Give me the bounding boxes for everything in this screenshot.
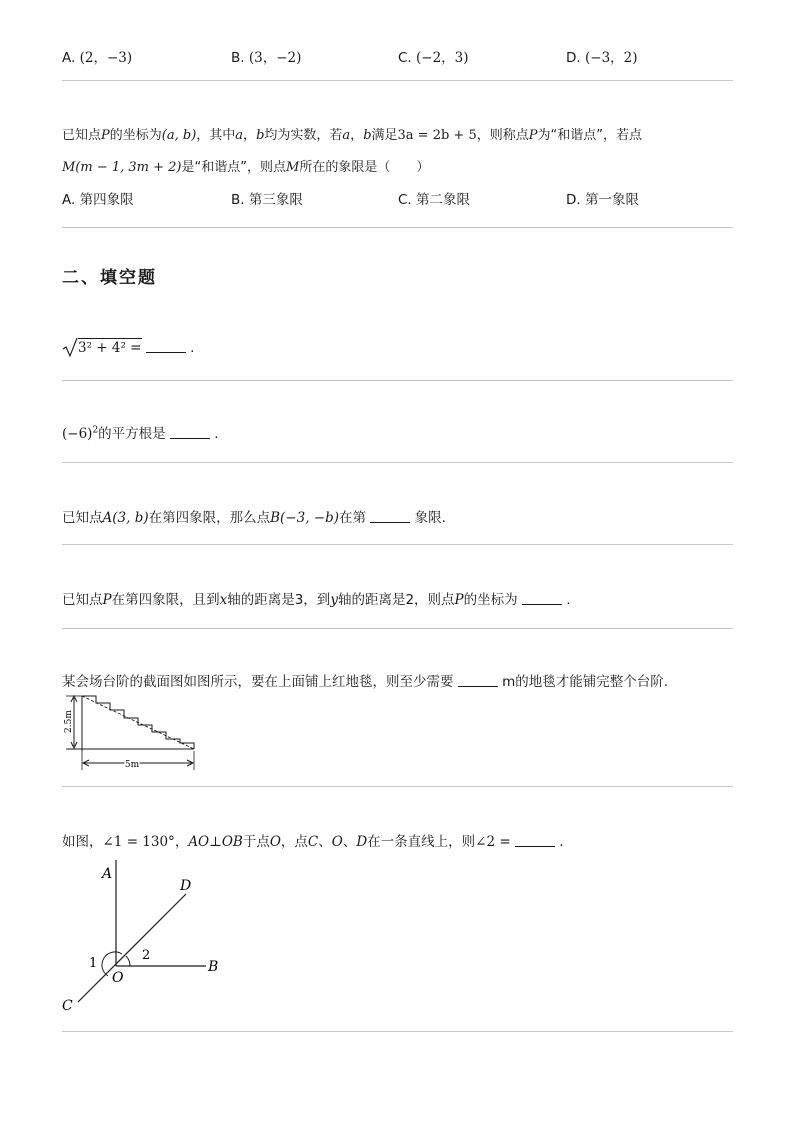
label-d: D: [180, 878, 192, 894]
stairs-figure: [60, 692, 200, 774]
answer-blank[interactable]: [458, 674, 498, 687]
q7-stem: 某会场台阶的截面图如图所示，要在上面铺上红地毯，则至少需要 m的地毯才能铺完整个台阶.: [62, 674, 669, 690]
label-a: A: [102, 866, 113, 882]
q2-option-b[interactable]: B. 第三象限: [231, 192, 303, 208]
label-b: B: [208, 959, 219, 975]
label-c: C: [62, 998, 73, 1014]
angle-figure: [58, 850, 228, 1020]
divider: [62, 462, 733, 463]
q6-stem: 已知点P在第四象限，且到x轴的距离是3，到y轴的距离是2，则点P的坐标为 .: [62, 592, 571, 608]
answer-blank[interactable]: [370, 510, 410, 523]
divider: [62, 1031, 733, 1032]
q1-option-a[interactable]: A. (2，−3): [62, 50, 133, 66]
q4-stem: $(-6)^2$的平方根是 .: [62, 425, 219, 442]
q2-stem-line2: M(m − 1, 3m + 2)是“和谐点”，则点M所在的象限是（ ）: [62, 160, 430, 175]
q8-stem: 如图，∠1 = 130°，AO⊥OB于点O，点C、O、D在一条直线上，则∠2 = .: [62, 834, 564, 850]
q2-option-d[interactable]: D. 第一象限: [566, 192, 639, 208]
q2-stem-line1: 已知点P的坐标为(a, b)，其中a，b均为实数，若a，b满足3a = 2b + 5，则称点P为“和谐点”，若点: [62, 128, 642, 143]
q1-option-c[interactable]: C. (−2，3): [398, 50, 469, 66]
q5-stem: 已知点A(3, b)在第四象限，那么点B(−3, −b)在第 象限.: [62, 510, 446, 526]
answer-blank[interactable]: [146, 340, 186, 353]
sqrt-icon: [62, 336, 78, 358]
divider: [62, 544, 733, 545]
q2-option-a[interactable]: A. 第四象限: [62, 192, 134, 208]
section-title: 二、填空题: [62, 268, 157, 288]
divider: [62, 786, 733, 787]
divider: [62, 628, 733, 629]
divider: [62, 227, 733, 228]
answer-blank[interactable]: [522, 592, 562, 605]
label-angle-2: 2: [142, 948, 151, 963]
answer-blank[interactable]: [170, 426, 210, 439]
q1-option-b[interactable]: B. (3，−2): [231, 50, 302, 66]
width-label: 5m: [124, 760, 140, 770]
q3-stem: 3² + 4² = .: [62, 336, 194, 360]
divider: [62, 380, 733, 381]
q2-option-c[interactable]: C. 第二象限: [398, 192, 471, 208]
q1-option-d[interactable]: D. (−3，2): [566, 50, 638, 66]
answer-blank[interactable]: [515, 834, 555, 847]
label-o: O: [112, 970, 124, 986]
height-label: 2.5m: [64, 710, 74, 733]
divider: [62, 80, 733, 81]
label-angle-1: 1: [89, 956, 98, 971]
